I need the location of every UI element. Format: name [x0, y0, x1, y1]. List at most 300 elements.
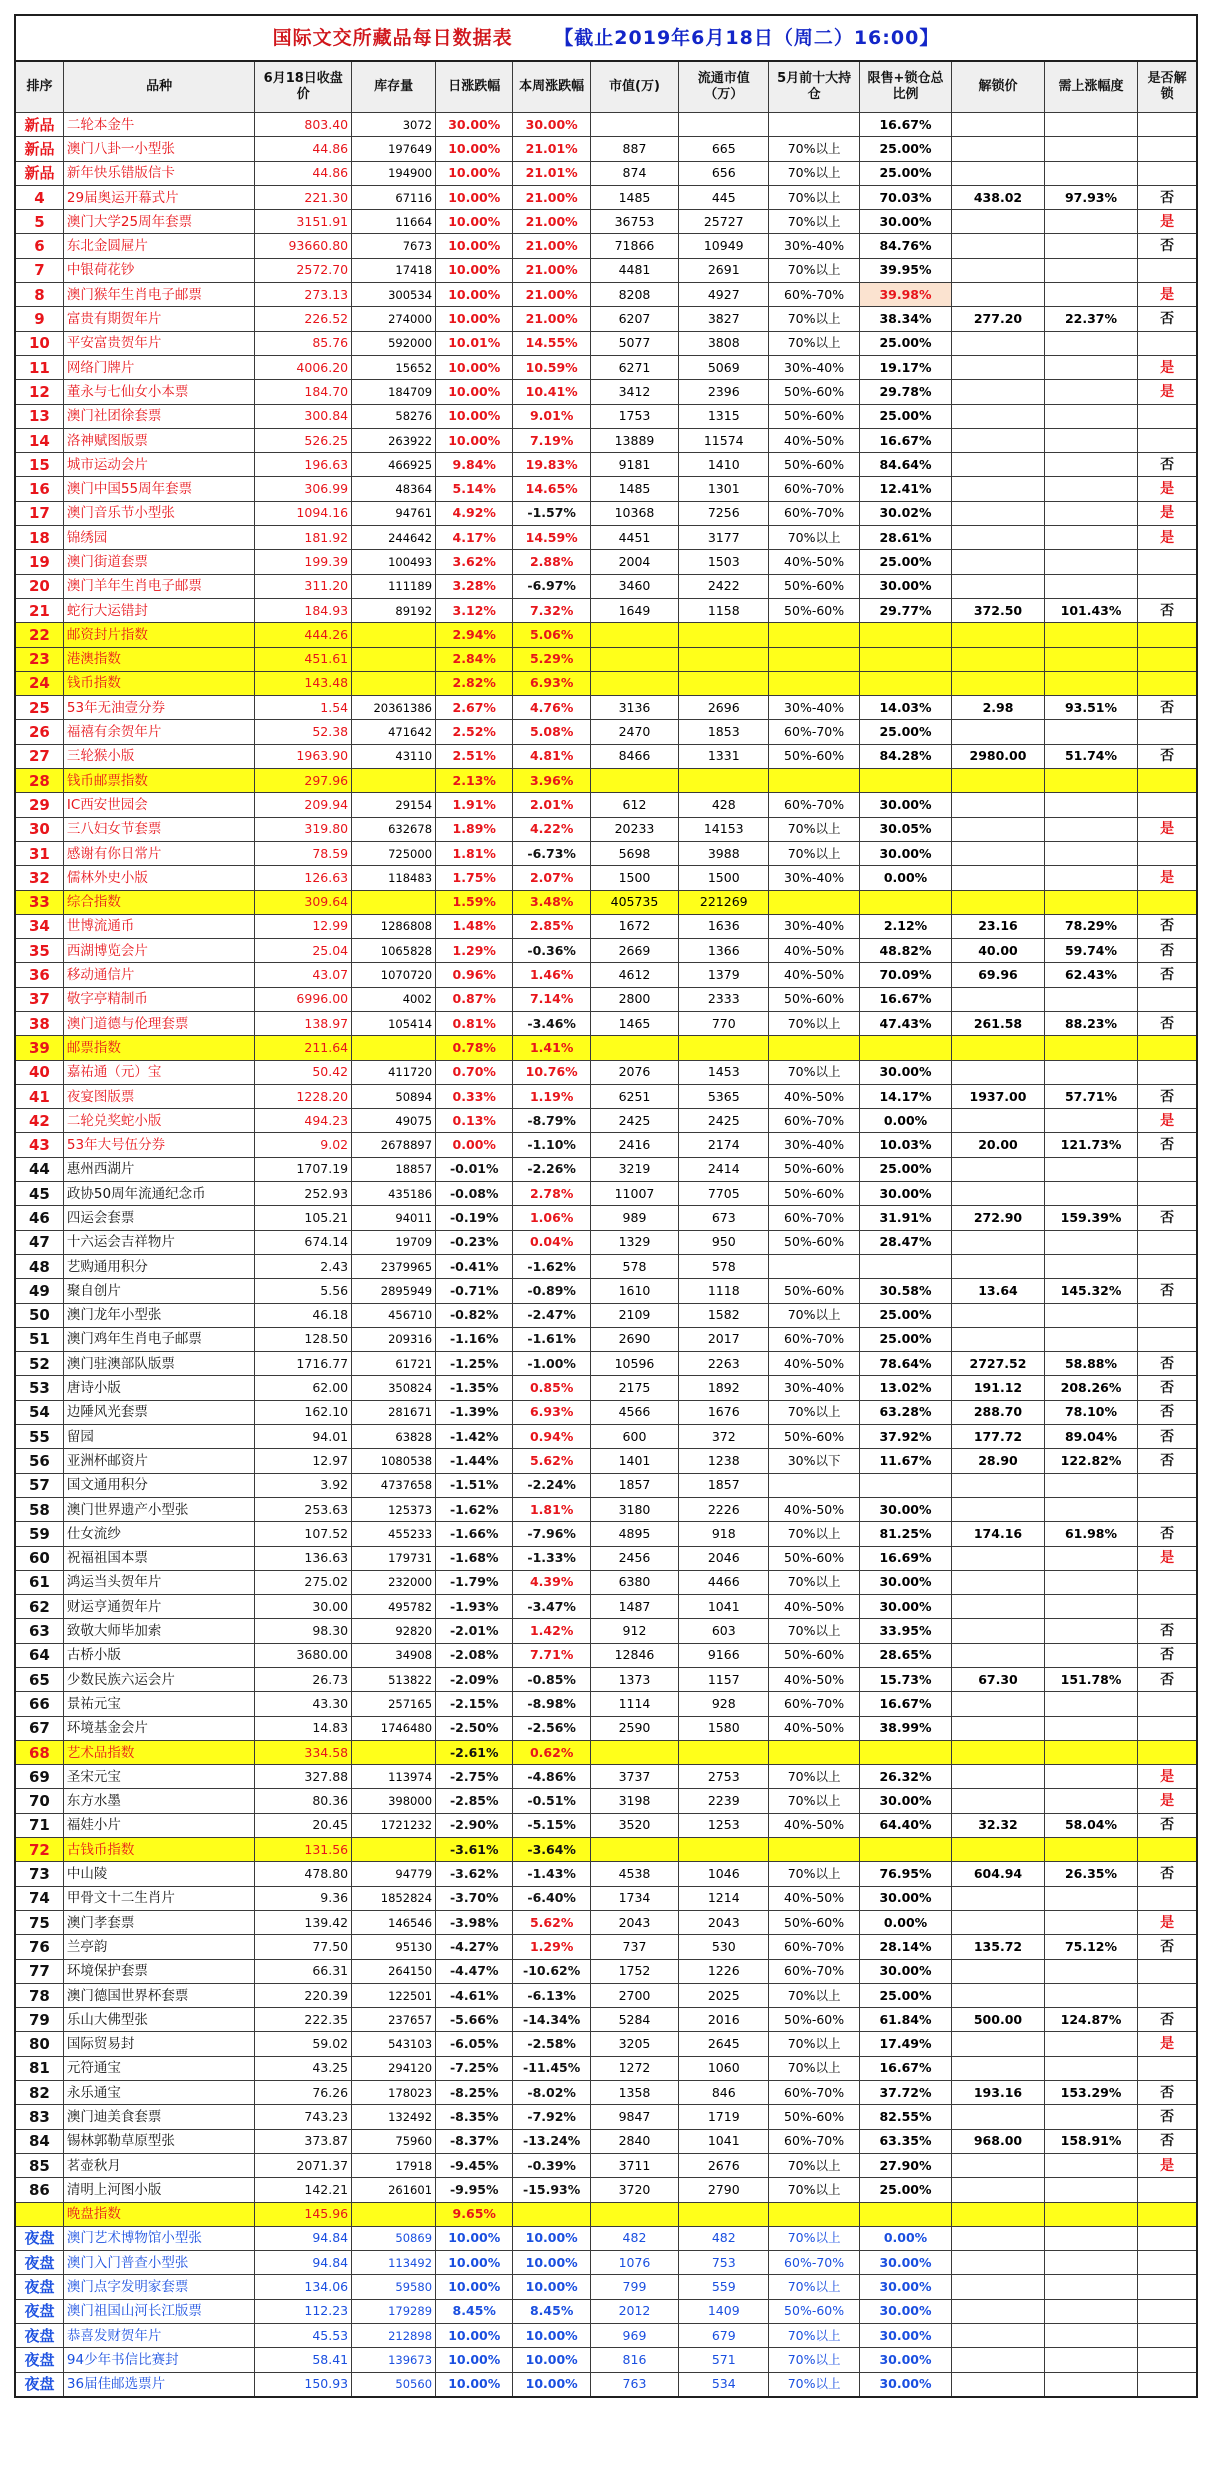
- item-name-cell: 晚盘指数: [63, 2202, 254, 2226]
- rank-cell: 54: [15, 1400, 63, 1424]
- unlock-price-cell: [952, 2226, 1044, 2250]
- market-cap-cell: 9847: [590, 2105, 678, 2129]
- unlock-price-cell: [952, 866, 1044, 890]
- unlock-price-cell: 28.90: [952, 1449, 1044, 1473]
- table-row: [15, 210, 1197, 234]
- market-cap-cell: 1649: [590, 598, 678, 622]
- table-row: [15, 2032, 1197, 2056]
- rank-cell: 7: [15, 258, 63, 282]
- float-cap-cell: 559: [679, 2275, 769, 2299]
- item-name-cell: 乐山大佛型张: [63, 2008, 254, 2032]
- locked-ratio-cell: 29.78%: [859, 380, 951, 404]
- item-name-cell: 三八妇女节套票: [63, 817, 254, 841]
- top10-cell: 70%以上: [769, 307, 859, 331]
- locked-ratio-cell: 30.00%: [859, 210, 951, 234]
- rank-cell: 49: [15, 1279, 63, 1303]
- day-change-cell: 1.89%: [436, 817, 513, 841]
- day-change-cell: -3.70%: [436, 1886, 513, 1910]
- unlock-price-cell: [952, 2299, 1044, 2323]
- stock-cell: 261601: [352, 2178, 436, 2202]
- need-rise-cell: [1044, 574, 1138, 598]
- week-change-cell: -13.24%: [513, 2129, 590, 2153]
- week-change-cell: 21.01%: [513, 161, 590, 185]
- unlocked-cell: 否: [1138, 1352, 1197, 1376]
- need-rise-cell: [1044, 2056, 1138, 2080]
- need-rise-cell: [1044, 1692, 1138, 1716]
- market-cap-cell: 3205: [590, 2032, 678, 2056]
- unlock-price-cell: [952, 258, 1044, 282]
- unlocked-cell: 否: [1138, 185, 1197, 209]
- unlocked-cell: 否: [1138, 1133, 1197, 1157]
- unlocked-cell: 否: [1138, 1376, 1197, 1400]
- table-row: [15, 501, 1197, 525]
- unlock-price-cell: [952, 1060, 1044, 1084]
- week-change-cell: -2.47%: [513, 1303, 590, 1327]
- locked-ratio-cell: 28.61%: [859, 526, 951, 550]
- locked-ratio-cell: [859, 647, 951, 671]
- stock-cell: 455233: [352, 1522, 436, 1546]
- header-market-cap: 市值(万): [590, 61, 678, 113]
- item-name-cell: 锡林郭勒草原型张: [63, 2129, 254, 2153]
- float-cap-cell: 2025: [679, 1983, 769, 2007]
- float-cap-cell: 14153: [679, 817, 769, 841]
- item-name-cell: 澳门道德与伦理套票: [63, 1011, 254, 1035]
- unlock-price-cell: [952, 1983, 1044, 2007]
- week-change-cell: -14.34%: [513, 2008, 590, 2032]
- item-name-cell: 澳门八卦一小型张: [63, 137, 254, 161]
- week-change-cell: 1.06%: [513, 1206, 590, 1230]
- week-change-cell: -6.97%: [513, 574, 590, 598]
- unlocked-cell: [1138, 1570, 1197, 1594]
- locked-ratio-cell: 38.99%: [859, 1716, 951, 1740]
- unlocked-cell: [1138, 1716, 1197, 1740]
- table-row: [15, 1497, 1197, 1521]
- market-cap-cell: 6207: [590, 307, 678, 331]
- locked-ratio-cell: 63.35%: [859, 2129, 951, 2153]
- need-rise-cell: 101.43%: [1044, 598, 1138, 622]
- day-change-cell: 2.67%: [436, 696, 513, 720]
- unlocked-cell: [1138, 2324, 1197, 2348]
- locked-ratio-cell: 84.28%: [859, 744, 951, 768]
- item-name-cell: 四运会套票: [63, 1206, 254, 1230]
- locked-ratio-cell: 61.84%: [859, 2008, 951, 2032]
- top10-cell: 50%-60%: [769, 598, 859, 622]
- unlock-price-cell: [952, 2178, 1044, 2202]
- stock-cell: 237657: [352, 2008, 436, 2032]
- stock-cell: 471642: [352, 720, 436, 744]
- top10-cell: 40%-50%: [769, 963, 859, 987]
- need-rise-cell: [1044, 1230, 1138, 1254]
- float-cap-cell: [679, 1740, 769, 1764]
- item-name-cell: 十六运会吉祥物片: [63, 1230, 254, 1254]
- stock-cell: 132492: [352, 2105, 436, 2129]
- unlock-price-cell: [952, 841, 1044, 865]
- item-name-cell: 移动通信片: [63, 963, 254, 987]
- stock-cell: 264150: [352, 1959, 436, 1983]
- table-row: [15, 841, 1197, 865]
- float-cap-cell: 2645: [679, 2032, 769, 2056]
- market-cap-cell: 2690: [590, 1327, 678, 1351]
- need-rise-cell: [1044, 2153, 1138, 2177]
- item-name-cell: 澳门猴年生肖电子邮票: [63, 283, 254, 307]
- market-cap-cell: 1857: [590, 1473, 678, 1497]
- stock-cell: 232000: [352, 1570, 436, 1594]
- stock-cell: 17918: [352, 2153, 436, 2177]
- table-row: [15, 1765, 1197, 1789]
- rank-cell: 41: [15, 1084, 63, 1108]
- close-price-cell: 9.02: [255, 1133, 352, 1157]
- top10-cell: 40%-50%: [769, 1352, 859, 1376]
- item-name-cell: 澳门龙年小型张: [63, 1303, 254, 1327]
- market-cap-cell: 3737: [590, 1765, 678, 1789]
- unlock-price-cell: [952, 331, 1044, 355]
- close-price-cell: 94.84: [255, 2251, 352, 2275]
- week-change-cell: 4.39%: [513, 1570, 590, 1594]
- locked-ratio-cell: 0.00%: [859, 2226, 951, 2250]
- item-name-cell: 祝福祖国本票: [63, 1546, 254, 1570]
- header-week-change: 本周涨跌幅: [513, 61, 590, 113]
- unlocked-cell: 是: [1138, 1765, 1197, 1789]
- rank-cell: 夜盘: [15, 2275, 63, 2299]
- locked-ratio-cell: 39.95%: [859, 258, 951, 282]
- market-cap-cell: [590, 647, 678, 671]
- need-rise-cell: 22.37%: [1044, 307, 1138, 331]
- item-name-cell: 儒林外史小版: [63, 866, 254, 890]
- day-change-cell: -3.61%: [436, 1838, 513, 1862]
- locked-ratio-cell: 26.32%: [859, 1765, 951, 1789]
- item-name-cell: 国文通用积分: [63, 1473, 254, 1497]
- float-cap-cell: 3988: [679, 841, 769, 865]
- week-change-cell: -3.47%: [513, 1595, 590, 1619]
- need-rise-cell: [1044, 890, 1138, 914]
- unlocked-cell: 是: [1138, 501, 1197, 525]
- week-change-cell: 10.00%: [513, 2372, 590, 2397]
- unlocked-cell: [1138, 2202, 1197, 2226]
- need-rise-cell: [1044, 477, 1138, 501]
- unlock-price-cell: 193.16: [952, 2081, 1044, 2105]
- week-change-cell: 3.48%: [513, 890, 590, 914]
- locked-ratio-cell: [859, 1838, 951, 1862]
- close-price-cell: 1716.77: [255, 1352, 352, 1376]
- need-rise-cell: [1044, 258, 1138, 282]
- unlock-price-cell: 67.30: [952, 1668, 1044, 1692]
- locked-ratio-cell: 0.00%: [859, 866, 951, 890]
- need-rise-cell: [1044, 526, 1138, 550]
- item-name-cell: 景祐元宝: [63, 1692, 254, 1716]
- close-price-cell: 30.00: [255, 1595, 352, 1619]
- rank-cell: 28: [15, 769, 63, 793]
- unlocked-cell: [1138, 137, 1197, 161]
- stock-cell: 3072: [352, 113, 436, 137]
- close-price-cell: 126.63: [255, 866, 352, 890]
- close-price-cell: 2071.37: [255, 2153, 352, 2177]
- stock-cell: 95130: [352, 1935, 436, 1959]
- week-change-cell: -10.62%: [513, 1959, 590, 1983]
- market-cap-cell: 4895: [590, 1522, 678, 1546]
- top10-cell: 50%-60%: [769, 1157, 859, 1181]
- close-price-cell: 3151.91: [255, 210, 352, 234]
- stock-cell: 11664: [352, 210, 436, 234]
- top10-cell: 40%-50%: [769, 1084, 859, 1108]
- unlock-price-cell: 438.02: [952, 185, 1044, 209]
- table-row: [15, 2178, 1197, 2202]
- float-cap-cell: 2422: [679, 574, 769, 598]
- unlocked-cell: 否: [1138, 1206, 1197, 1230]
- float-cap-cell: [679, 1036, 769, 1060]
- float-cap-cell: 1158: [679, 598, 769, 622]
- locked-ratio-cell: 28.47%: [859, 1230, 951, 1254]
- day-change-cell: 10.00%: [436, 307, 513, 331]
- week-change-cell: -2.26%: [513, 1157, 590, 1181]
- close-price-cell: 2572.70: [255, 258, 352, 282]
- float-cap-cell: 482: [679, 2226, 769, 2250]
- week-change-cell: 0.04%: [513, 1230, 590, 1254]
- table-row: [15, 987, 1197, 1011]
- market-cap-cell: 578: [590, 1254, 678, 1278]
- locked-ratio-cell: 82.55%: [859, 2105, 951, 2129]
- table-row: [15, 2275, 1197, 2299]
- need-rise-cell: [1044, 2275, 1138, 2299]
- top10-cell: 70%以上: [769, 841, 859, 865]
- day-change-cell: -2.75%: [436, 1765, 513, 1789]
- day-change-cell: 0.96%: [436, 963, 513, 987]
- top10-cell: [769, 1254, 859, 1278]
- locked-ratio-cell: 2.12%: [859, 914, 951, 938]
- top10-cell: 70%以上: [769, 137, 859, 161]
- market-cap-cell: 737: [590, 1935, 678, 1959]
- table-row: [15, 696, 1197, 720]
- stock-cell: [352, 1036, 436, 1060]
- table-row: [15, 769, 1197, 793]
- need-rise-cell: [1044, 2178, 1138, 2202]
- top10-cell: 60%-70%: [769, 1109, 859, 1133]
- close-price-cell: 3.92: [255, 1473, 352, 1497]
- stock-cell: 1286808: [352, 914, 436, 938]
- stock-cell: 100493: [352, 550, 436, 574]
- top10-cell: 70%以上: [769, 526, 859, 550]
- unlocked-cell: 否: [1138, 1084, 1197, 1108]
- stock-cell: 435186: [352, 1182, 436, 1206]
- unlocked-cell: 否: [1138, 234, 1197, 258]
- stock-cell: 632678: [352, 817, 436, 841]
- item-name-cell: 平安富贵贺年片: [63, 331, 254, 355]
- stock-cell: 29154: [352, 793, 436, 817]
- day-change-cell: 1.29%: [436, 939, 513, 963]
- unlocked-cell: 否: [1138, 1643, 1197, 1667]
- locked-ratio-cell: 0.00%: [859, 1109, 951, 1133]
- market-cap-cell: [590, 1838, 678, 1862]
- day-change-cell: -1.93%: [436, 1595, 513, 1619]
- close-price-cell: 373.87: [255, 2129, 352, 2153]
- rank-cell: 34: [15, 914, 63, 938]
- locked-ratio-cell: 27.90%: [859, 2153, 951, 2177]
- day-change-cell: 10.00%: [436, 185, 513, 209]
- week-change-cell: 10.00%: [513, 2275, 590, 2299]
- item-name-cell: 少数民族六运会片: [63, 1668, 254, 1692]
- day-change-cell: -9.45%: [436, 2153, 513, 2177]
- table-row: [15, 1206, 1197, 1230]
- week-change-cell: 1.29%: [513, 1935, 590, 1959]
- item-name-cell: 邮票指数: [63, 1036, 254, 1060]
- rank-cell: 74: [15, 1886, 63, 1910]
- week-change-cell: 5.29%: [513, 647, 590, 671]
- close-price-cell: 181.92: [255, 526, 352, 550]
- market-cap-cell: 6271: [590, 355, 678, 379]
- top10-cell: 70%以上: [769, 210, 859, 234]
- top10-cell: 40%-50%: [769, 428, 859, 452]
- unlock-price-cell: [952, 355, 1044, 379]
- market-cap-cell: 10596: [590, 1352, 678, 1376]
- unlock-price-cell: [952, 793, 1044, 817]
- close-price-cell: 1094.16: [255, 501, 352, 525]
- unlock-price-cell: [952, 1473, 1044, 1497]
- locked-ratio-cell: 25.00%: [859, 1983, 951, 2007]
- float-cap-cell: 2425: [679, 1109, 769, 1133]
- unlocked-cell: [1138, 574, 1197, 598]
- rank-cell: 44: [15, 1157, 63, 1181]
- week-change-cell: [513, 2202, 590, 2226]
- item-name-cell: 嘉祐通（元）宝: [63, 1060, 254, 1084]
- unlock-price-cell: [952, 1254, 1044, 1278]
- stock-cell: 543103: [352, 2032, 436, 2056]
- need-rise-cell: [1044, 1619, 1138, 1643]
- table-row: [15, 720, 1197, 744]
- close-price-cell: 94.01: [255, 1425, 352, 1449]
- unlock-price-cell: 177.72: [952, 1425, 1044, 1449]
- close-price-cell: 273.13: [255, 283, 352, 307]
- rank-cell: 20: [15, 574, 63, 598]
- stock-cell: 43110: [352, 744, 436, 768]
- item-name-cell: 恭喜发财贺年片: [63, 2324, 254, 2348]
- item-name-cell: 董永与七仙女小本票: [63, 380, 254, 404]
- top10-cell: 70%以上: [769, 2275, 859, 2299]
- header-need-rise: 需上涨幅度: [1044, 61, 1138, 113]
- week-change-cell: 2.85%: [513, 914, 590, 938]
- locked-ratio-cell: 30.00%: [859, 1789, 951, 1813]
- week-change-cell: -6.73%: [513, 841, 590, 865]
- unlocked-cell: [1138, 720, 1197, 744]
- data-sheet: [14, 14, 1198, 2398]
- market-cap-cell: 1373: [590, 1668, 678, 1692]
- top10-cell: 70%以上: [769, 1011, 859, 1035]
- close-price-cell: 309.64: [255, 890, 352, 914]
- market-cap-cell: 2043: [590, 1910, 678, 1934]
- day-change-cell: -1.16%: [436, 1327, 513, 1351]
- rank-cell: 13: [15, 404, 63, 428]
- need-rise-cell: 122.82%: [1044, 1449, 1138, 1473]
- rank-cell: 61: [15, 1570, 63, 1594]
- top10-cell: 50%-60%: [769, 1910, 859, 1934]
- unlocked-cell: [1138, 1692, 1197, 1716]
- need-rise-cell: 158.91%: [1044, 2129, 1138, 2153]
- week-change-cell: -7.96%: [513, 1522, 590, 1546]
- unlock-price-cell: [952, 1692, 1044, 1716]
- locked-ratio-cell: 30.00%: [859, 1060, 951, 1084]
- item-name-cell: 澳门社团徐套票: [63, 404, 254, 428]
- top10-cell: [769, 2202, 859, 2226]
- stock-cell: [352, 890, 436, 914]
- day-change-cell: -1.39%: [436, 1400, 513, 1424]
- float-cap-cell: 3177: [679, 526, 769, 550]
- table-row: [15, 2056, 1197, 2080]
- item-name-cell: 三轮猴小版: [63, 744, 254, 768]
- table-row: [15, 598, 1197, 622]
- float-cap-cell: 1041: [679, 2129, 769, 2153]
- float-cap-cell: 445: [679, 185, 769, 209]
- table-row: [15, 1716, 1197, 1740]
- week-change-cell: 10.59%: [513, 355, 590, 379]
- week-change-cell: -0.51%: [513, 1789, 590, 1813]
- unlocked-cell: 是: [1138, 866, 1197, 890]
- float-cap-cell: 1118: [679, 1279, 769, 1303]
- locked-ratio-cell: 12.41%: [859, 477, 951, 501]
- unlocked-cell: 否: [1138, 1011, 1197, 1035]
- unlock-price-cell: [952, 404, 1044, 428]
- table-header-row: [15, 61, 1197, 113]
- header-locked-ratio: 限售+锁仓总比例: [859, 61, 951, 113]
- close-price-cell: 1.54: [255, 696, 352, 720]
- unlocked-cell: [1138, 2348, 1197, 2372]
- need-rise-cell: 159.39%: [1044, 1206, 1138, 1230]
- float-cap-cell: 1636: [679, 914, 769, 938]
- day-change-cell: -2.15%: [436, 1692, 513, 1716]
- top10-cell: 60%-70%: [769, 2251, 859, 2275]
- rank-cell: 62: [15, 1595, 63, 1619]
- unlock-price-cell: [952, 428, 1044, 452]
- week-change-cell: -1.10%: [513, 1133, 590, 1157]
- rank-cell: 18: [15, 526, 63, 550]
- rank-cell: 夜盘: [15, 2251, 63, 2275]
- close-price-cell: 4006.20: [255, 355, 352, 379]
- top10-cell: 30%-40%: [769, 866, 859, 890]
- float-cap-cell: 7256: [679, 501, 769, 525]
- top10-cell: 60%-70%: [769, 1206, 859, 1230]
- table-row: [15, 1084, 1197, 1108]
- float-cap-cell: 534: [679, 2372, 769, 2397]
- market-cap-cell: 2590: [590, 1716, 678, 1740]
- locked-ratio-cell: 30.00%: [859, 2251, 951, 2275]
- unlocked-cell: 是: [1138, 817, 1197, 841]
- header-unlock-price: 解锁价: [952, 61, 1044, 113]
- week-change-cell: 7.32%: [513, 598, 590, 622]
- unlock-price-cell: [952, 987, 1044, 1011]
- day-change-cell: 0.33%: [436, 1084, 513, 1108]
- close-price-cell: 77.50: [255, 1935, 352, 1959]
- rank-cell: 5: [15, 210, 63, 234]
- rank-cell: 82: [15, 2081, 63, 2105]
- top10-cell: 60%-70%: [769, 1935, 859, 1959]
- table-row: [15, 1060, 1197, 1084]
- day-change-cell: -1.44%: [436, 1449, 513, 1473]
- stock-cell: [352, 769, 436, 793]
- float-cap-cell: 928: [679, 1692, 769, 1716]
- day-change-cell: -0.01%: [436, 1157, 513, 1181]
- unlocked-cell: [1138, 1740, 1197, 1764]
- stock-cell: 1070720: [352, 963, 436, 987]
- rank-cell: [15, 2202, 63, 2226]
- item-name-cell: 甲骨文十二生肖片: [63, 1886, 254, 1910]
- need-rise-cell: [1044, 647, 1138, 671]
- rank-cell: 50: [15, 1303, 63, 1327]
- locked-ratio-cell: 11.67%: [859, 1449, 951, 1473]
- float-cap-cell: 1331: [679, 744, 769, 768]
- market-cap-cell: 1753: [590, 404, 678, 428]
- table-row: [15, 793, 1197, 817]
- need-rise-cell: [1044, 671, 1138, 695]
- need-rise-cell: 62.43%: [1044, 963, 1138, 987]
- week-change-cell: 2.78%: [513, 1182, 590, 1206]
- rank-cell: 43: [15, 1133, 63, 1157]
